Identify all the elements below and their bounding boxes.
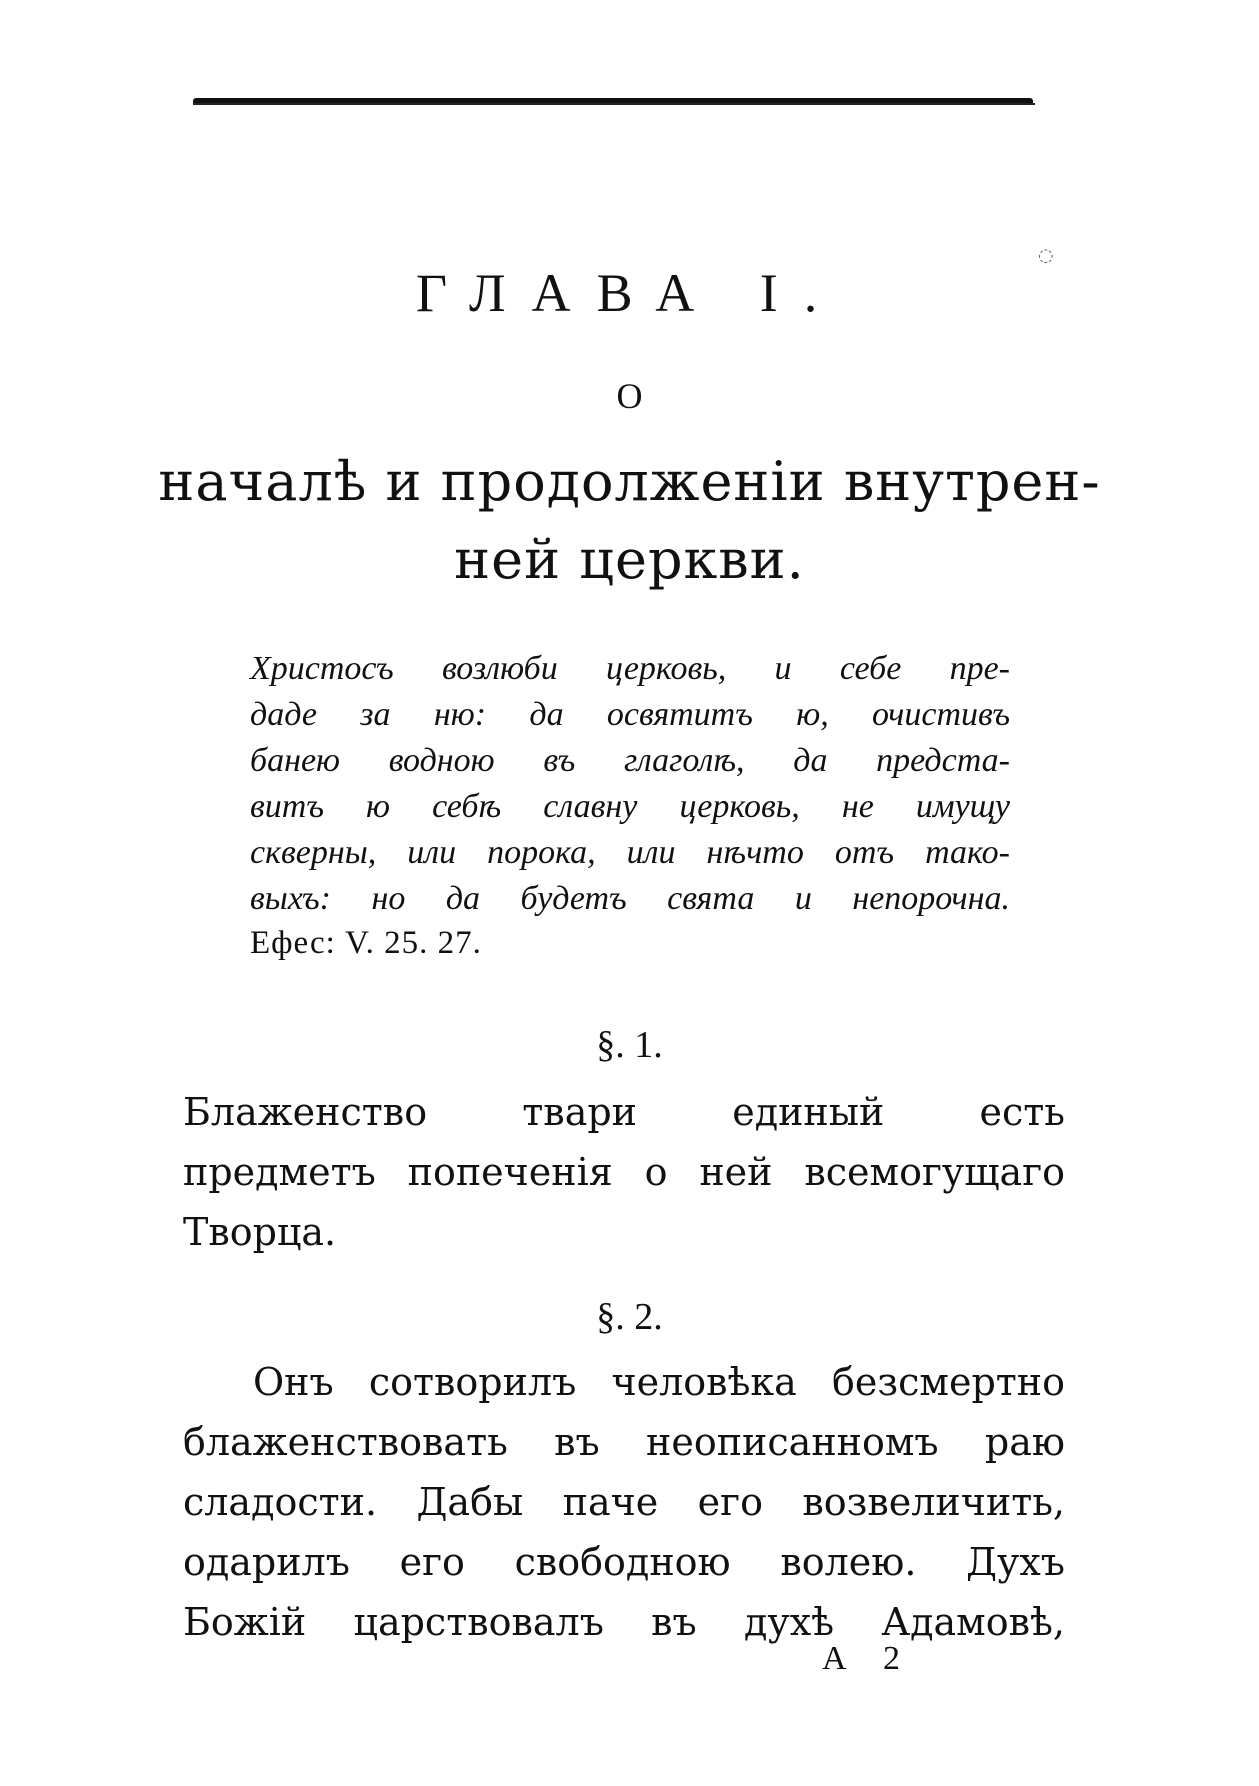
paragraph-line: предметъ попеченія о ней всемогущаго [183,1150,1065,1194]
epigraph-line: банею водною въ глаголѣ, да предста- [250,742,1010,779]
epigraph [250,646,1010,922]
paragraph-line: сладости. Дабы паче его возвеличить, [183,1480,1065,1524]
epigraph-line: Христосъ возлюби церковь, и себе пре- [250,650,1010,687]
chapter-title-line-1: началѣ и продолженіи внутрен- [158,450,1101,513]
chapter-title-line-2: ней церкви. [454,528,805,591]
paragraph-line: Онъ сотворилъ человѣка безсмертно [253,1360,1065,1404]
paragraph-line: Творца. [183,1210,337,1254]
paragraph-line: одарилъ его свободною волею. Духъ [183,1540,1065,1584]
chapter-about-word: О [616,376,643,416]
header-rule-thin [193,103,1035,105]
epigraph-line: скверны, или порока, или нѣчто отъ тако- [250,834,1010,871]
section-mark-1: §. 1. [596,1024,663,1066]
paragraph-line: Блаженство твари единый есть [183,1090,1065,1134]
epigraph-line: выхъ: но да будетъ свята и непорочна. [250,880,1010,917]
epigraph-line: витъ ю себѣ славну церковь, не имущу [250,788,1010,825]
paragraph-line: Божій царствовалъ въ духѣ Адамовѣ, [183,1600,1065,1644]
chapter-heading: ГЛАВА I. [415,263,844,323]
paragraph-2 [183,1352,1065,1652]
paragraph-1 [183,1082,1065,1262]
section-mark-2: §. 2. [596,1296,663,1338]
epigraph-reference: Ефес: V. 25. 27. [250,925,482,961]
paragraph-line: блаженствовать въ неописанномъ раю [183,1420,1065,1464]
margin-ink-mark: ◌ [1038,245,1054,266]
signature-mark: А 2 [822,1640,915,1677]
epigraph-line: даде за ню: да освятитъ ю, очистивъ [250,696,1010,733]
